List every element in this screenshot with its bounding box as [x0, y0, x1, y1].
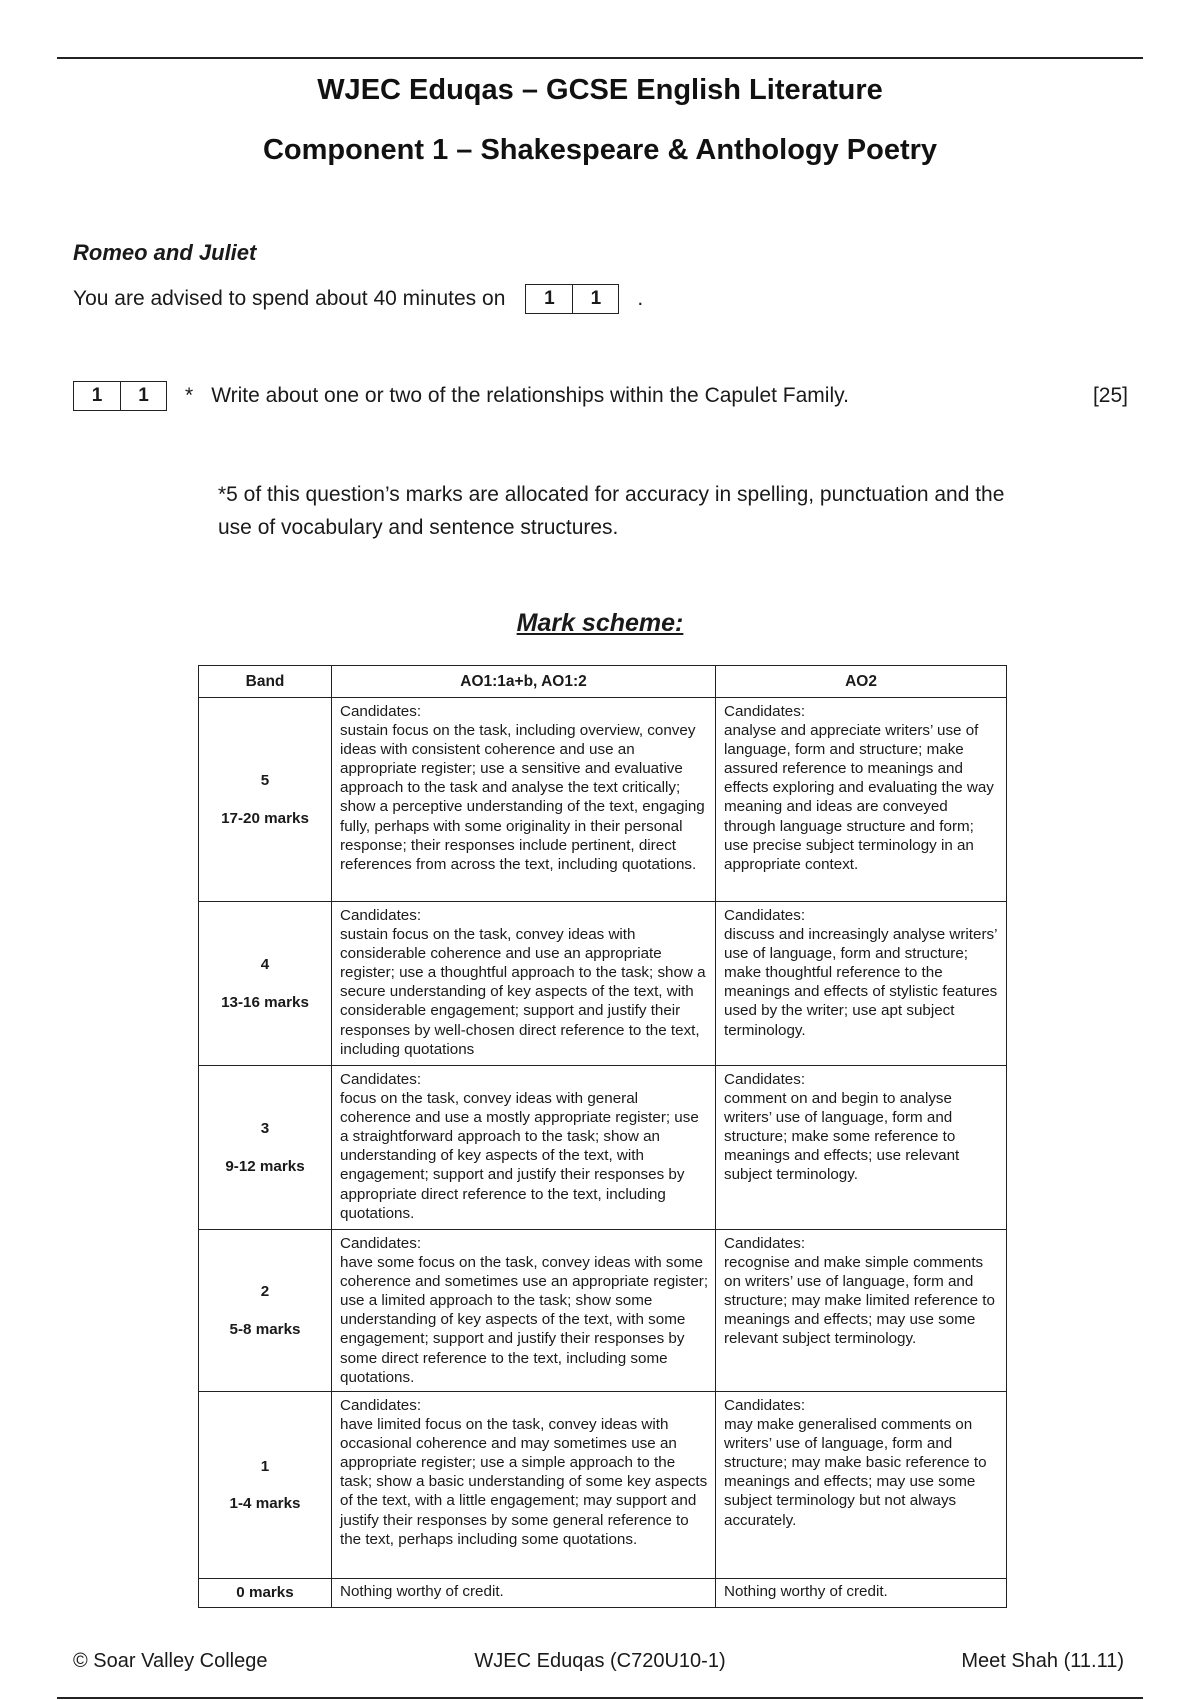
- advice-box-digit: 1: [572, 285, 618, 313]
- page-subtitle: Component 1 – Shakespeare & Anthology Poetry: [262, 134, 938, 166]
- ao1-cell: Candidates: sustain focus on the task, convey ideas with considerable coherence and use an appropriate register; use a thoughtful approach to the task; show a secure understanding of key aspects of the text, with considerable engagement; support and justify their responses by well-chosen direct reference to the text, including quotations: [332, 902, 716, 1066]
- question-row: [73, 381, 1128, 411]
- section-title: Romeo and Juliet: [73, 240, 257, 265]
- band-cell: [199, 1392, 332, 1579]
- band-cell: [199, 1230, 332, 1392]
- band-marks: 5-8 marks: [229, 1320, 301, 1338]
- footer-author: Meet Shah (11.11): [961, 1650, 1124, 1672]
- band-number: 2: [260, 1283, 270, 1301]
- ao1-cell: Candidates: have some focus on the task, convey ideas with some coherence and sometimes use an appropriate register; use a limited approach to the task; show some understanding of key aspects of the text, with some engagement; support and justify their responses by some direct reference to the text, including some quotations.: [332, 1230, 716, 1392]
- band-marks: 1-4 marks: [229, 1495, 301, 1512]
- ao2-cell: Candidates: discuss and increasingly analyse writers’ use of language, form and structure; make thoughtful reference to the meanings and effects of stylistic features used by the writer; use apt subject terminology.: [716, 902, 1007, 1066]
- advice-question-box: [525, 284, 619, 314]
- band-cell: [199, 902, 332, 1066]
- question-text: Write about one or two of the relationships within the Capulet Family.: [211, 384, 849, 407]
- ao1-cell: Candidates: focus on the task, convey ideas with general coherence and use a mostly appropriate register; use a straightforward approach to the task; show an understanding of key aspects of the text, with engagement; support and justify their responses by appropriate direct reference to the text, including quotations.: [332, 1066, 716, 1230]
- ao1-cell: Candidates: have limited focus on the task, convey ideas with occasional coherence and may sometimes use an appropriate register; use a simple approach to the task; show a basic understanding of some key aspects of the text, with a little engagement; may support and justify their responses by some general reference to the text, perhaps including some quotations.: [332, 1392, 716, 1579]
- advice-box-digit: 1: [544, 288, 555, 309]
- header-band: Band: [199, 666, 332, 698]
- band-marks: 13-16 marks: [221, 993, 309, 1011]
- band-marks: 9-12 marks: [225, 1157, 305, 1175]
- spag-asterisk: *: [185, 384, 194, 407]
- advice-end: .: [637, 287, 644, 310]
- band-number: 5: [260, 772, 270, 790]
- footer-paper-code: WJEC Eduqas (C720U10-1): [474, 1650, 726, 1672]
- ao1-cell: Nothing worthy of credit.: [332, 1579, 716, 1608]
- ao2-cell: Candidates: recognise and make simple comments on writers’ use of language, form and structure; may make limited reference to meanings and effects; may use some relevant subject terminology.: [716, 1230, 1007, 1392]
- ao1-cell: Candidates: sustain focus on the task, including overview, convey ideas with consistent coherence and use an appropriate register; use a sensitive and evaluative approach to the task and analyse the text critically; show a perceptive understanding of the text, engaging fully, perhaps with some originality in their personal response; their responses include pertinent, direct references from across the text, including quotations.: [332, 698, 716, 902]
- footer-copyright: © Soar Valley College: [73, 1650, 268, 1672]
- ao2-cell: Candidates: comment on and begin to analyse writers’ use of language, form and structure; make some reference to meanings and effects; use relevant subject terminology.: [716, 1066, 1007, 1230]
- band-number: 3: [260, 1120, 270, 1138]
- ao2-cell: Candidates: may make generalised comments on writers’ use of language, form and structure; may make basic reference to meanings and effects; may use some subject terminology but not always accurately.: [716, 1392, 1007, 1579]
- header-ao1: AO1:1a+b, AO1:2: [332, 666, 716, 698]
- ao2-cell: Candidates: analyse and appreciate writers’ use of language, form and structure; make assured reference to meanings and effects exploring and evaluating the way meaning and ideas are conveyed through language structure and form; use precise subject terminology in an appropriate context.: [716, 698, 1007, 902]
- table-header-row: [199, 666, 1007, 698]
- spag-note: *5 of this question’s marks are allocated for accuracy in spelling, punctuation and the use of vocabulary and sentence structures.: [218, 483, 1005, 539]
- table-row: [199, 902, 1007, 1066]
- question-box-digit: 1: [91, 385, 103, 406]
- band-number: 1: [260, 1457, 270, 1475]
- advice-text: You are advised to spend about 40 minutes on: [73, 287, 506, 310]
- table-row: [199, 1392, 1007, 1579]
- table-row: [199, 1230, 1007, 1392]
- band-marks: 17-20 marks: [221, 809, 309, 827]
- question-box-digit: 1: [120, 382, 166, 410]
- top-rule: [57, 57, 1143, 59]
- band-cell: [199, 1066, 332, 1230]
- band-number: 4: [260, 956, 270, 974]
- ao2-cell: Nothing worthy of credit.: [716, 1579, 1007, 1608]
- question-marks: [25]: [1092, 384, 1128, 407]
- table-row: [199, 1579, 1007, 1608]
- page-title: WJEC Eduqas – GCSE English Literature: [317, 74, 883, 106]
- table-row: [199, 698, 1007, 902]
- advice-line: [73, 284, 643, 314]
- mark-scheme-title: Mark scheme:: [516, 609, 684, 637]
- band-cell: [199, 698, 332, 902]
- table-row: [199, 1066, 1007, 1230]
- band-cell: 0 marks: [199, 1579, 332, 1608]
- mark-scheme-table: [198, 665, 1007, 1608]
- question-number-box: [73, 381, 167, 411]
- bottom-rule: [57, 1697, 1143, 1699]
- header-ao2: AO2: [716, 666, 1007, 698]
